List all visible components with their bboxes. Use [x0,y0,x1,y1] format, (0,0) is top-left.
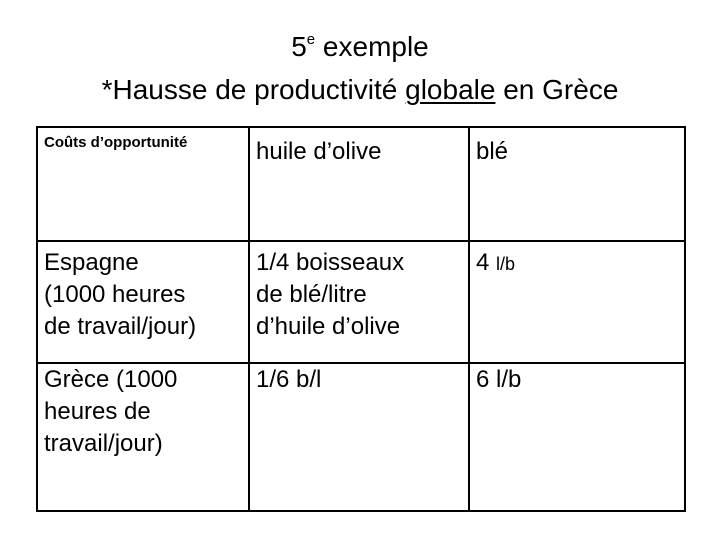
wheat-cost-unit: l/b [496,254,516,274]
title-line-2-start: *Hausse de productivité [101,74,406,105]
olive-oil-cost-line: 1/4 boisseaux [256,249,405,276]
title-line-2 [0,71,720,109]
title-number: 5 [291,31,307,62]
title-underlined-word: globale [405,74,496,105]
wheat-cost: 6 l/b [476,366,522,393]
title-superscript: e [306,31,316,48]
row-label-line: Espagne [44,249,139,276]
wheat-cost-number: 4 [476,249,490,276]
olive-oil-cost-line: 1/6 b/l [256,366,322,393]
opportunity-cost-table [36,126,686,512]
title-word: exemple [315,31,429,62]
header-wheat-cell [469,127,685,241]
title-line-2-end: en Grèce [495,74,619,105]
row-label-line: Grèce (1000 [44,366,178,393]
olive-oil-cost [256,364,462,396]
wheat-cost [476,242,678,280]
row-label-cell [37,363,249,511]
olive-oil-cost-line: d’huile d’olive [256,313,401,340]
row-label-line: (1000 heures [44,281,186,308]
row-label [44,364,242,460]
title-line-1 [0,28,720,71]
olive-oil-cost-cell [249,241,469,363]
header-olive-oil-label: huile d’olive [256,138,382,165]
table-row-greece [37,363,685,511]
header-wheat-label: blé [476,138,509,165]
olive-oil-cost-cell [249,363,469,511]
row-label [44,242,242,343]
table-header-row [37,127,685,241]
wheat-cost-cell [469,363,685,511]
row-label-line: heures de [44,398,151,425]
olive-oil-cost [256,242,462,343]
header-corner-cell [37,127,249,241]
slide-title [0,28,720,109]
table-row-spain [37,241,685,363]
wheat-cost-cell [469,241,685,363]
row-label-cell [37,241,249,363]
header-olive-oil-cell [249,127,469,241]
olive-oil-cost-line: de blé/litre [256,281,367,308]
header-corner-label: Coûts d’opportunité [44,134,188,151]
row-label-line: travail/jour) [44,430,163,457]
row-label-line: de travail/jour) [44,313,197,340]
